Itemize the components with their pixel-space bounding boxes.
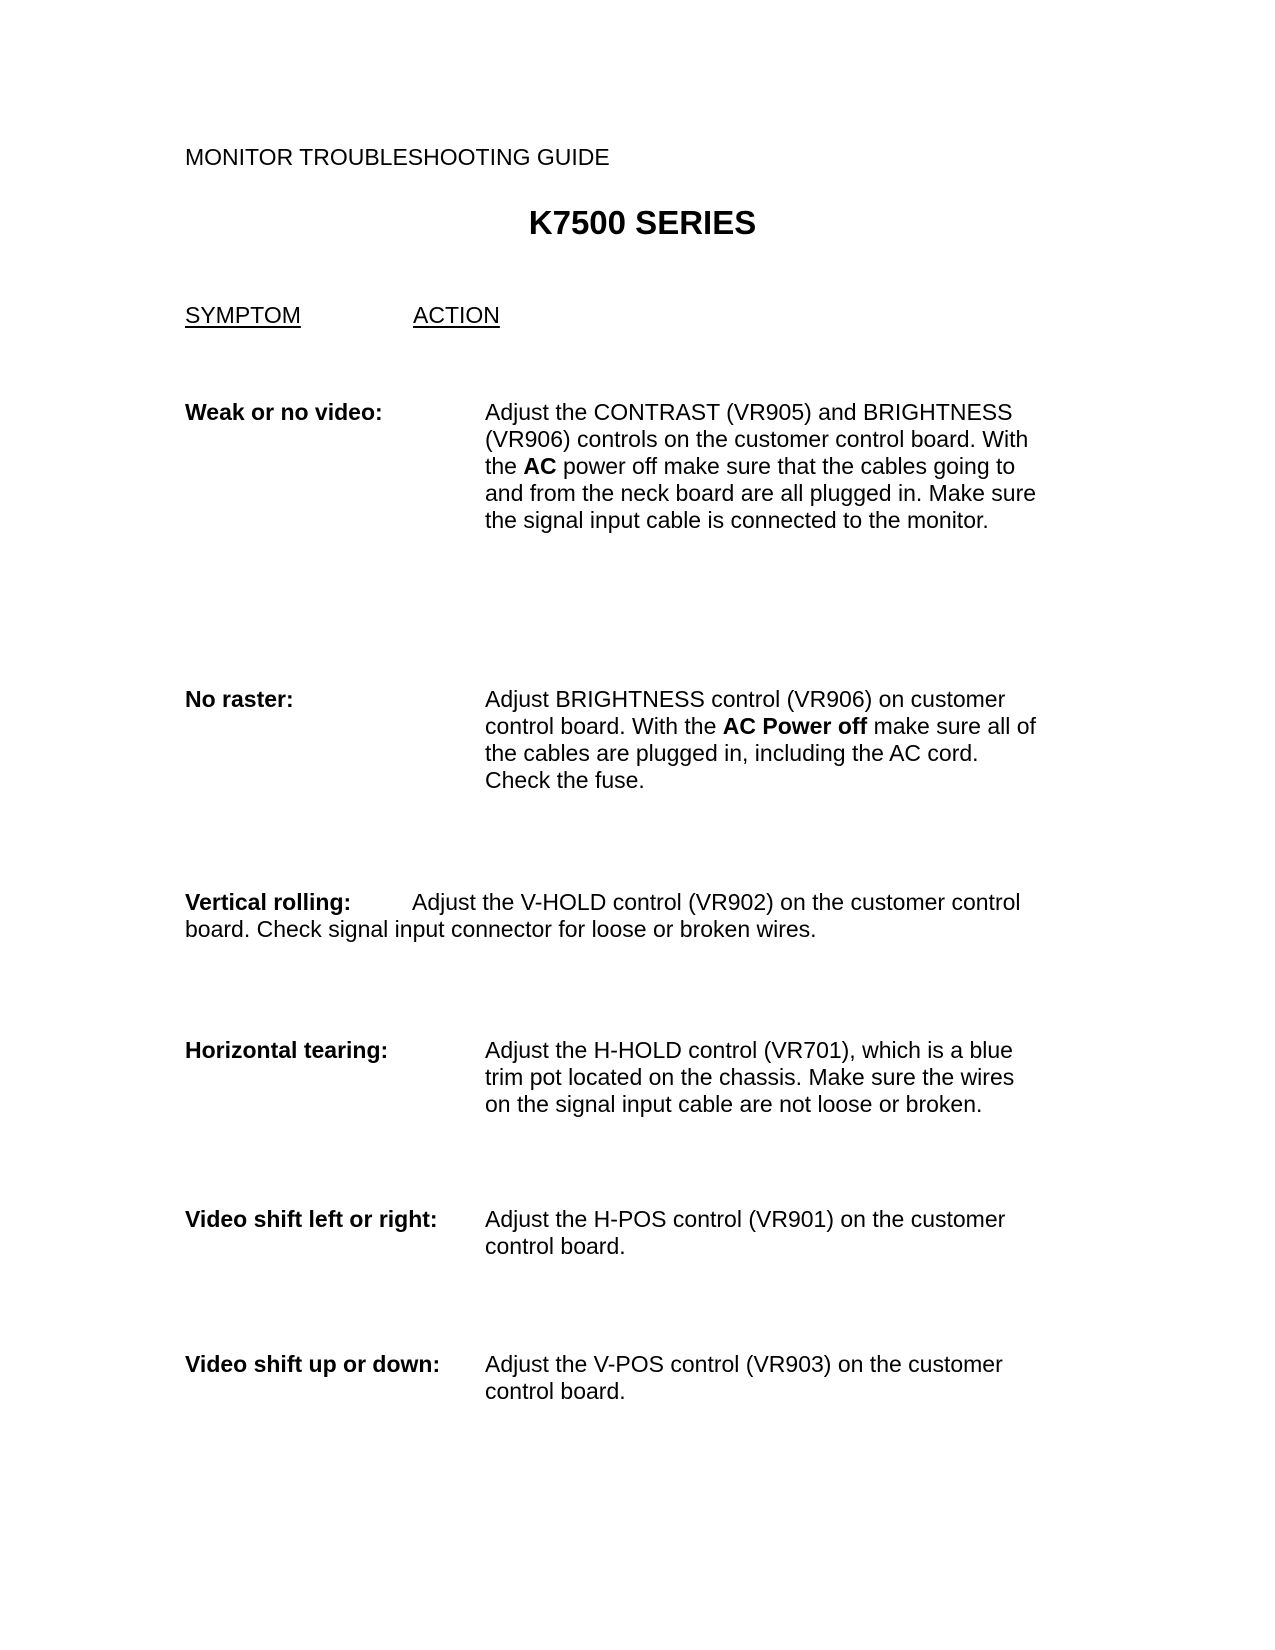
action-line [485, 740, 1036, 767]
column-header-row [185, 302, 1090, 329]
action-cell [485, 686, 1036, 794]
action-text: control board. [485, 1378, 626, 1404]
action-line [485, 1351, 1003, 1378]
action-line [185, 889, 1090, 916]
section-row [185, 399, 1090, 534]
action-text: make sure all of [867, 713, 1036, 739]
action-cell [485, 399, 1036, 534]
action-header-cell [413, 302, 500, 329]
section-row [185, 1351, 1090, 1405]
action-text: trim pot located on the chassis. Make sure the wires [485, 1064, 1015, 1090]
action-line [485, 767, 1036, 794]
action-text: the [485, 453, 524, 479]
action-text: Adjust the V-POS control (VR903) on the customer [485, 1351, 1003, 1377]
action-text: and from the neck board are all plugged in. Make sure [485, 480, 1037, 506]
action-line [485, 480, 1036, 507]
action-cell [485, 1037, 1014, 1118]
troubleshooting-sections [185, 399, 1090, 1405]
symptom-label: Video shift up or down: [185, 1351, 441, 1377]
section-row [185, 1206, 1090, 1260]
action-line [485, 399, 1036, 426]
section-row [185, 686, 1090, 794]
action-text-bold: AC Power off [722, 713, 868, 739]
document-title: MONITOR TROUBLESHOOTING GUIDE [185, 144, 610, 170]
symptom-label: Horizontal tearing: [185, 1037, 389, 1063]
action-line [185, 916, 1090, 943]
action-line [485, 1378, 1003, 1405]
action-text: Check the fuse. [485, 767, 645, 793]
action-column-header: ACTION [413, 302, 500, 328]
action-line [485, 1091, 1014, 1118]
action-text: Adjust the CONTRAST (VR905) and BRIGHTNESS [485, 399, 1013, 425]
action-text: board. Check signal input connector for loose or broken wires. [185, 916, 817, 942]
action-line [485, 426, 1036, 453]
symptom-label: Weak or no video: [185, 399, 383, 425]
action-text: on the signal input cable are not loose or broken. [485, 1091, 983, 1117]
action-text: power off make sure that the cables going to [556, 453, 1016, 479]
series-heading: K7500 SERIES [528, 204, 757, 241]
action-line [485, 1206, 1005, 1233]
section-row [185, 889, 1090, 943]
action-text: Adjust the H-HOLD control (VR701), which is a blue [485, 1037, 1013, 1063]
action-text: control board. [485, 1233, 626, 1259]
symptom-label: No raster: [185, 686, 294, 712]
action-cell [485, 1351, 1003, 1405]
section-row [185, 1037, 1090, 1118]
action-line [485, 713, 1036, 740]
symptom-column-header: SYMPTOM [185, 302, 301, 328]
action-text: Adjust BRIGHTNESS control (VR906) on customer [485, 686, 1006, 712]
action-text-bold: AC [523, 453, 557, 479]
action-text: the signal input cable is connected to the monitor. [485, 507, 989, 533]
symptom-header-cell [185, 302, 413, 329]
action-line [485, 1233, 1005, 1260]
action-line [485, 686, 1036, 713]
symptom-label: Video shift left or right: [185, 1206, 438, 1232]
action-text: the cables are plugged in, including the AC cord. [485, 740, 979, 766]
action-line [485, 453, 1036, 480]
action-line [485, 1064, 1014, 1091]
action-cell [485, 1206, 1005, 1260]
action-line [485, 1037, 1014, 1064]
action-text: control board. With the [485, 713, 723, 739]
symptom-label: Vertical rolling: [185, 889, 352, 915]
action-text: (VR906) controls on the customer control board. With [485, 426, 1029, 452]
action-line [485, 507, 1036, 534]
action-text: Adjust the V-HOLD control (VR902) on the customer control [412, 889, 1021, 915]
action-text: Adjust the H-POS control (VR901) on the customer [485, 1206, 1006, 1232]
